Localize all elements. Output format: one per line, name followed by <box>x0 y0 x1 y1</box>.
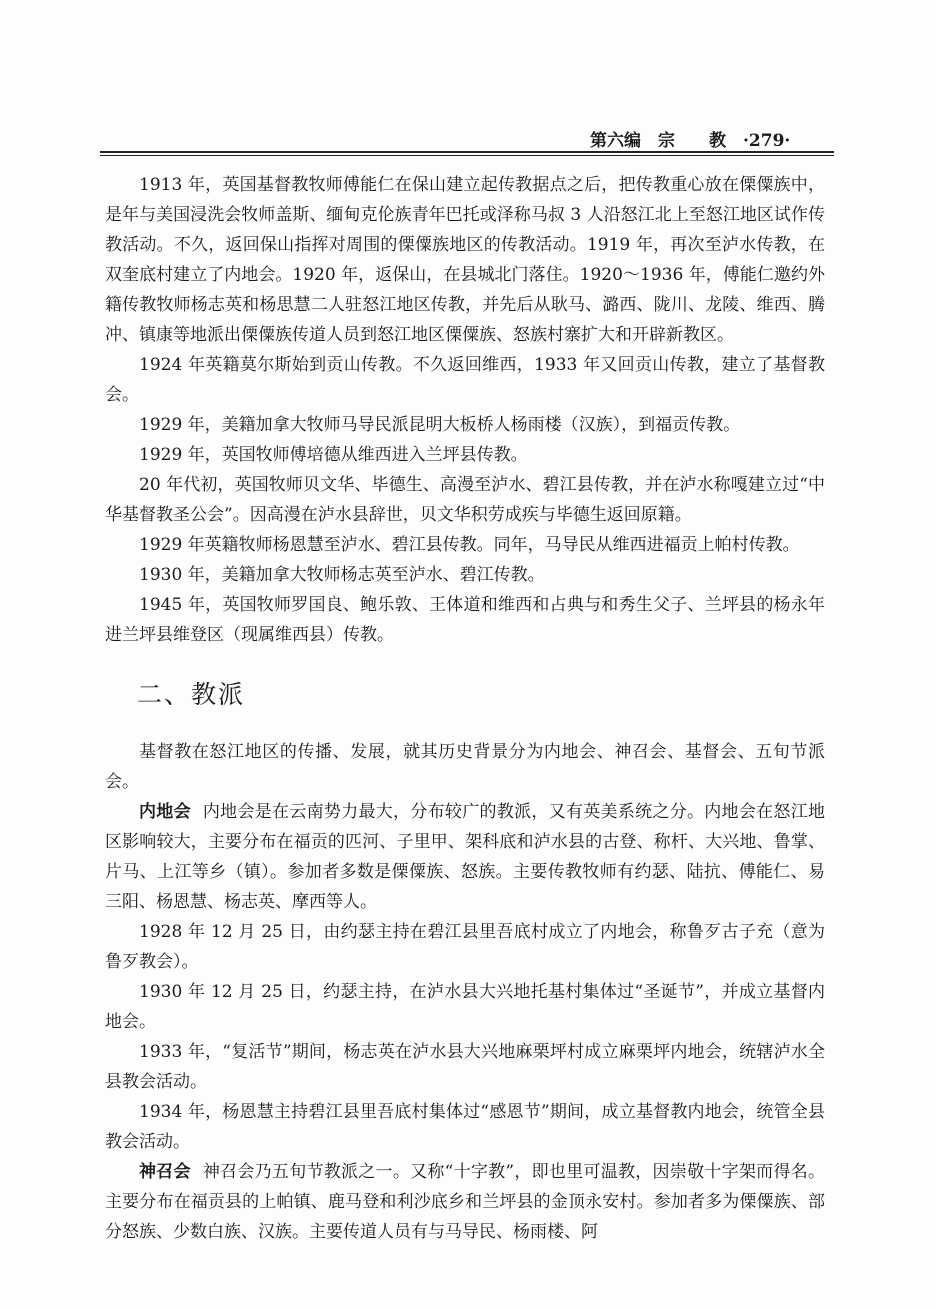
neidihui-paragraph <box>105 797 825 917</box>
paragraph: 1930 年 12 月 25 日，约瑟主持，在泸水县大兴地托基村集体过“圣诞节”，并成立基督内地会。 <box>105 982 825 1032</box>
running-header: 第六编 宗 教 ·279· <box>590 131 791 151</box>
paragraph: 1929 年，美籍加拿大牧师马导民派昆明大板桥人杨雨楼（汉族），到福贡传教。 <box>139 415 741 435</box>
neidihui-label: 内地会 <box>139 802 191 822</box>
header-rule-thick <box>100 151 834 153</box>
paragraph: 1928 年 12 月 25 日，由约瑟主持在碧江县里吾底村成立了内地会，称鲁歹古子充（意为鲁歹教会）。 <box>105 922 825 972</box>
paragraph: 1945 年，英国牧师罗国良、鲍乐敦、王体道和维西和占典与和秀生父子、兰坪县的杨永年进兰坪县维登区（现属维西县）传教。 <box>105 595 825 645</box>
paragraph: 1924 年英籍莫尔斯始到贡山传教。不久返回维西，1933 年又回贡山传教，建立了基督教会。 <box>105 355 825 405</box>
body-text <box>105 170 825 1247</box>
paragraph: 1934 年，杨恩慧主持碧江县里吾底村集体过“感恩节”期间，成立基督教内地会，统管全县教会活动。 <box>105 1102 825 1152</box>
header-rule-thin <box>100 155 834 156</box>
paragraph: 1929 年，英国牧师傅培德从维西进入兰坪县传教。 <box>139 445 528 465</box>
paragraph: 1930 年，美籍加拿大牧师杨志英至泸水、碧江传教。 <box>139 565 545 585</box>
shenzhaohui-paragraph <box>105 1157 825 1247</box>
paragraph: 1929 年英籍牧师杨恩慧至泸水、碧江县传教。同年，马导民从维西进福贡上帕村传教。 <box>139 535 800 555</box>
intro-paragraph: 基督教在怒江地区的传播、发展，就其历史背景分为内地会、神召会、基督会、五旬节派会。 <box>105 742 825 792</box>
section-title: 二、教派 <box>137 680 246 709</box>
paragraph: 1913 年，英国基督教牧师傅能仁在保山建立起传教据点之后，把传教重心放在傈僳族中，是年与美国浸洗会牧师盖斯、缅甸克伦族青年巴托或泽称马叔 3 人沿怒江北上至怒江地区试作传教活动。不久，返回保山指挥对周围的傈僳族地区的传教活动。1919 年，再次至泸水传教，在双奎底村建立了内地会。1920 年，返保山，在县城北门落住。1920～1936 年，傅能仁邀约外籍传教牧师杨志英和杨思慧二人驻怒江地区传教，并先后从耿马、潞西、陇川、龙陵、维西、腾冲、镇康等地派出傈僳族传道人员到怒江地区傈僳族、怒族村寨扩大和开辟新教区。 <box>105 175 825 345</box>
neidihui-text: 内地会是在云南势力最大，分布较广的教派，又有英美系统之分。内地会在怒江地区影响较大，主要分布在福贡的匹河、子里甲、架科底和泸水县的古登、称杆、大兴地、鲁掌、片马、上江等乡（镇）。参加者多数是傈僳族、怒族。主要传教牧师有约瑟、陆抗、傅能仁、易三阳、杨恩慧、杨志英、摩西等人。 <box>105 802 826 912</box>
shenzhaohui-label: 神召会 <box>139 1162 191 1182</box>
paragraph: 1933 年，“复活节”期间，杨志英在泸水县大兴地麻栗坪村成立麻栗坪内地会，统辖泸水全县教会活动。 <box>105 1042 825 1092</box>
paragraph: 20 年代初，英国牧师贝文华、毕德生、高漫至泸水、碧江县传教，并在泸水称嘎建立过“中华基督教圣公会”。因高漫在泸水县辞世，贝文华积劳成疾与毕德生返回原籍。 <box>105 475 825 525</box>
shenzhaohui-text: 神召会乃五旬节教派之一。又称“十字教”，即也里可温教，因崇敬十字架而得名。主要分布在福贡县的上帕镇、鹿马登和利沙底乡和兰坪县的金顶永安村。参加者多为傈僳族、部分怒族、少数白族、汉族。主要传道人员有与马导民、杨雨楼、阿 <box>105 1162 826 1242</box>
